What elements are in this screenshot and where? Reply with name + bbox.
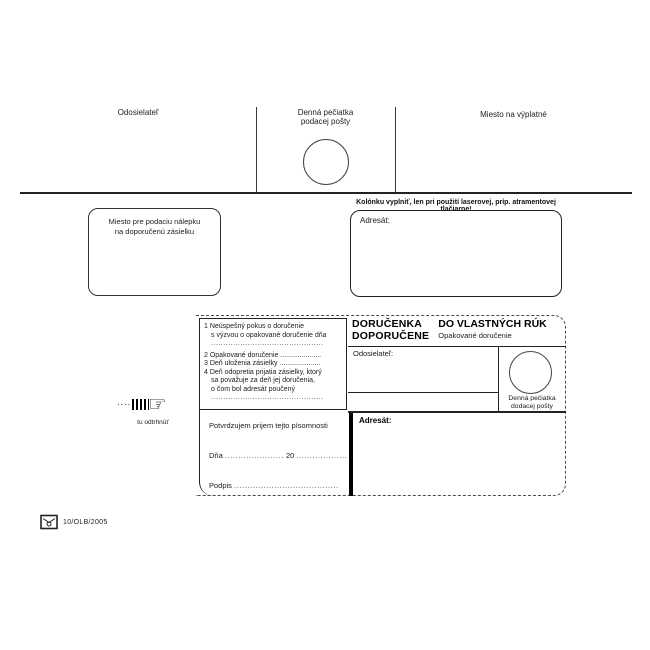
delivery-attempts-box [199,318,347,410]
receipt-confirmation-box [199,410,347,496]
sender-field-label: Odosielateľ [117,108,159,117]
registered-label-box [88,208,221,296]
delivery-stamp-label [498,395,566,410]
form-code-text: 10/OLB/2005 [63,519,108,526]
addressee-row-bar [349,413,353,496]
posting-stamp-label [256,108,395,126]
header-bottom-line [348,346,566,347]
dashed-tail: ∙∙∙∙ [117,399,132,409]
confirmation-text: Potvrdzujem prijem tejto písomnosti [209,421,328,430]
form-addressee-label: Adresát: [359,416,392,425]
signature-row [209,481,343,490]
attempt-item-1-dots: .............................................. [211,340,324,347]
sender-cell-bottom-line [348,392,499,393]
tear-here-pointer [117,392,167,416]
registered-label-line1: Miesto pre podaciu nálepku [108,217,201,226]
form-title-line1: DORUČENKA [352,318,423,330]
year-prefix-label: 20 [286,451,295,460]
attempt-item-4-dots: .............................................. [211,394,324,401]
top-divider-right [395,107,396,193]
form-subtitle-line2: Opakované doručenie [438,330,512,340]
delivery-form-header [352,319,565,342]
date-fill-line: ...................... [224,451,284,460]
attempt-item-4: 4 Deň odopretia prijatia zásielky, ktorý [204,368,322,376]
year-fill-line: ................... [296,451,348,460]
form-title [352,319,429,342]
hand-cuff-stripes [132,399,149,410]
attempt-item-4-cont: sa považuje za deň jej doručenia, [211,377,315,384]
posting-stamp-circle [303,139,349,185]
attempt-item-1-cont: s výzvou o opakované doručenie dňa [211,331,327,339]
attempt-item-2: 2 Opakované doručenie ..................... [204,351,322,359]
date-row [209,451,348,460]
date-label: Dňa [209,451,223,460]
attempt-item-3: 3 Deň uloženia zásielky ..................... [204,360,321,367]
printer-instruction-note: Kolónku vyplniť, len pri použití laserovej, príp. atramentovej tlačiarne! [356,199,556,213]
postage-area-label: Miesto na výplatné [480,110,547,119]
posting-stamp-label-line1: Denná pečiatka [297,108,354,117]
signature-label: Podpis [209,481,232,490]
delivery-stamp-label-line2: dodacej pošty [511,402,553,410]
pointing-hand-icon: ☞ [148,392,167,416]
section-separator-rule [20,192,632,194]
attempt-item-1: 1 Neúspešný pokus o doručenie [204,323,305,330]
form-subtitle [438,319,547,341]
delivery-stamp-circle [509,351,552,394]
registered-label-line2: na doporučenú zásielku [114,226,195,236]
postal-logo-icon [40,514,58,535]
delivery-stamp-label-line1: Denná pečiatka [508,395,556,402]
stamp-row-bottom-line [348,411,566,413]
addressee-address-box [350,210,562,297]
posting-stamp-label-line2: podacej pošty [300,117,351,126]
form-subtitle-line1: DO VLASTNÝCH RÚK [438,318,547,330]
form-sender-label: Odosielateľ: [353,349,394,358]
signature-fill-line: ....................................... [234,481,339,490]
form-title-line2: DOPORUČENE [352,329,430,342]
tear-here-label: tu odtrhnúť [137,419,169,426]
addressee-box-label: Adresát: [360,216,390,225]
attempt-item-4-cont2: o čom bol adresát poučený [211,385,296,393]
